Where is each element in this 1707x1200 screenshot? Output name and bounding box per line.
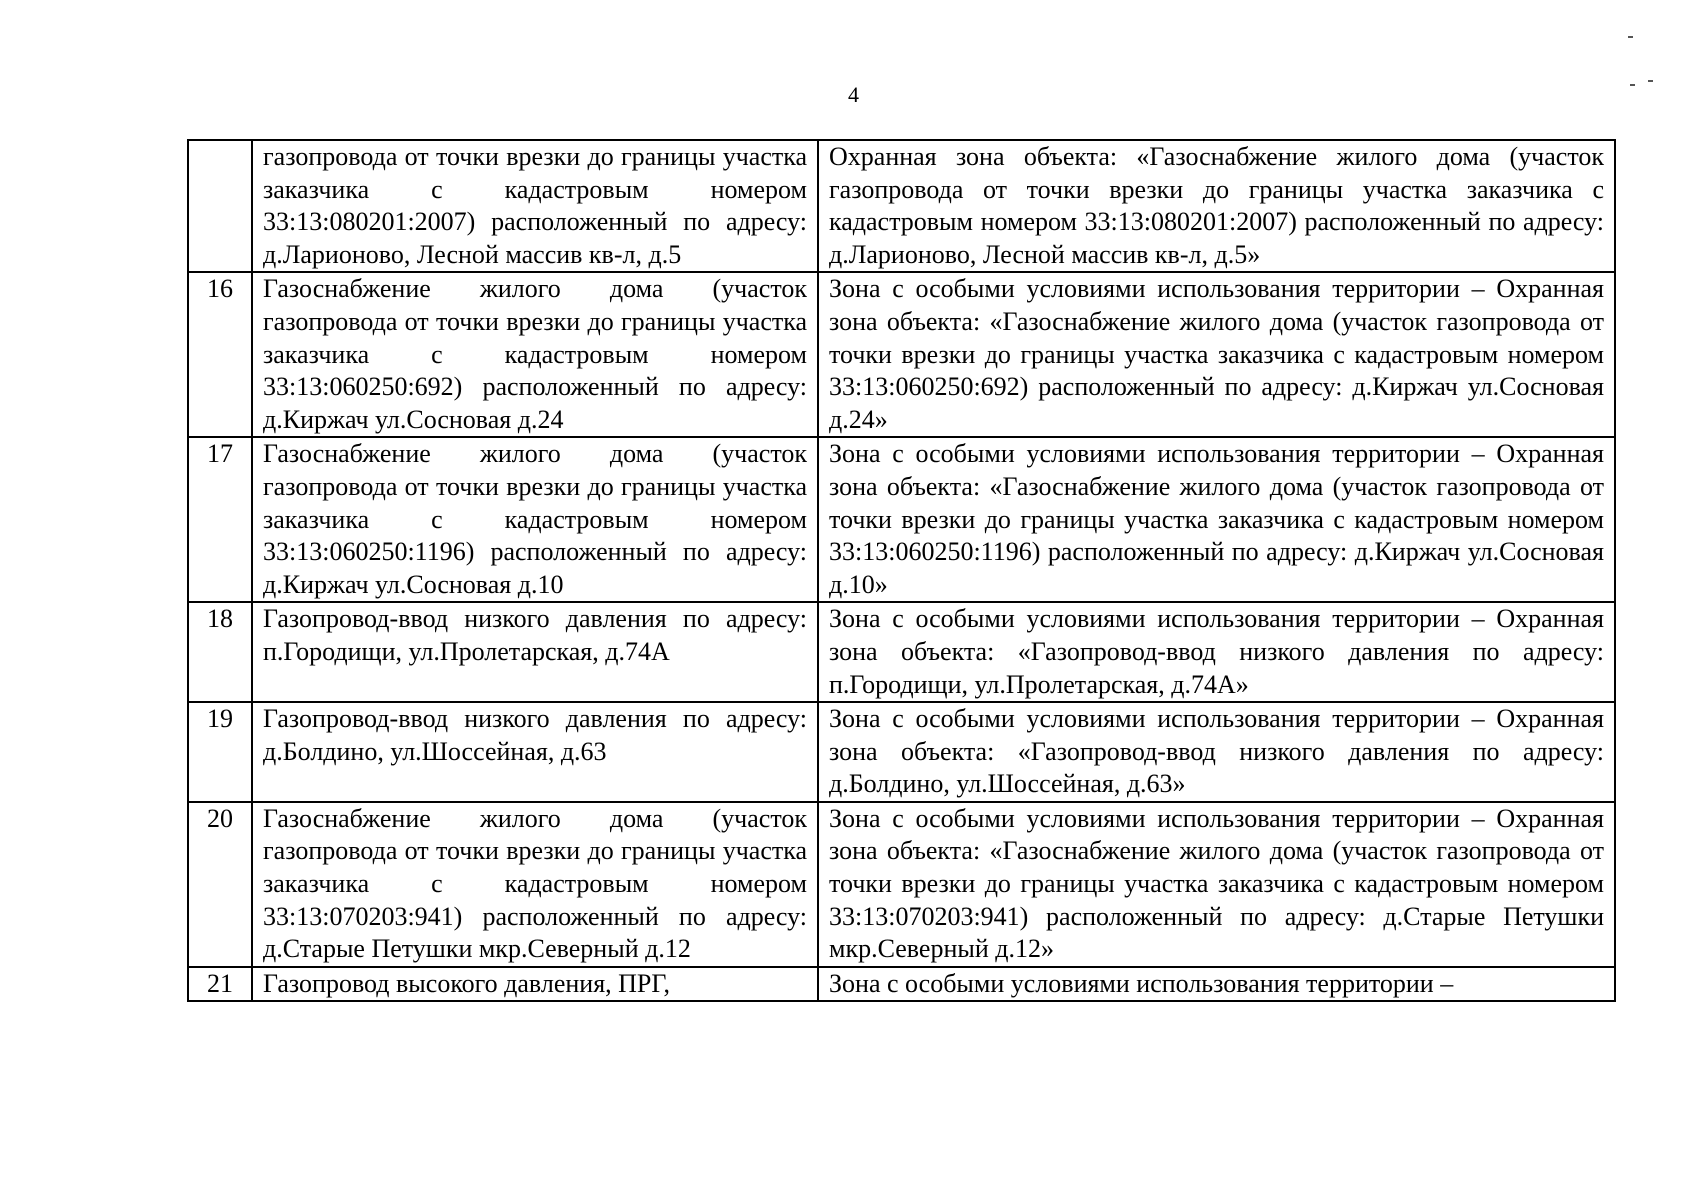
row-number: 21 [188,967,252,1002]
zone-description-cell [818,967,1615,1002]
row-number: 17 [188,437,252,602]
zone-description-cell: Зона с особыми условиями использования территории – Охранная зона объекта: «Газопровод-ввод низкого давления по адресу: д.Болдино, ул.Шоссейная, д.63» [818,702,1615,802]
zone-description-text: Зона с особыми условиями использования территории – [829,968,1454,998]
row-number: 16 [188,272,252,437]
object-name-cell: Газоснабжение жилого дома (участок газопровода от точки врезки до границы участка заказчика с кадастровым номером 33:13:060250:692) расположенный по адресу: д.Киржач ул.Сосновая д.24 [252,272,818,437]
table-row [188,437,1615,602]
table-row [188,602,1615,702]
zone-description-cell: Охранная зона объекта: «Газоснабжение жилого дома (участок газопровода от точки врезки до границы участка заказчика с кадастровым номером 33:13:080201:2007) расположенный по адресу: д.Ларионово, Лесной массив кв-л, д.5» [818,140,1615,272]
zone-description-cell: Зона с особыми условиями использования территории – Охранная зона объекта: «Газоснабжение жилого дома (участок газопровода от точки врезки до границы участка заказчика с кадастровым номером 33:13:060250:692) расположенный по адресу: д.Киржач ул.Сосновая д.24» [818,272,1615,437]
table-row [188,702,1615,802]
scan-speck [1648,80,1653,82]
object-name-text: Газопровод высокого давления, ПРГ, [263,968,670,998]
zones-table [187,139,1616,1002]
page-number: 4 [848,82,859,107]
row-number [188,140,252,272]
object-name-cell: Газоснабжение жилого дома (участок газопровода от точки врезки до границы участка заказчика с кадастровым номером 33:13:070203:941) расположенный по адресу: д.Старые Петушки мкр.Северный д.12 [252,802,818,967]
zone-description-cell: Зона с особыми условиями использования территории – Охранная зона объекта: «Газоснабжение жилого дома (участок газопровода от точки врезки до границы участка заказчика с кадастровым номером 33:13:060250:1196) расположенный по адресу: д.Киржач ул.Сосновая д.10» [818,437,1615,602]
zone-description-cell: Зона с особыми условиями использования территории – Охранная зона объекта: «Газопровод-ввод низкого давления по адресу: п.Городищи, ул.Пролетарская, д.74А» [818,602,1615,702]
scan-speck [1628,36,1633,38]
table-row [188,967,1615,1002]
object-name-cell [252,967,818,1002]
object-name-cell: Газопровод-ввод низкого давления по адресу: п.Городищи, ул.Пролетарская, д.74А [252,602,818,702]
object-name-cell: газопровода от точки врезки до границы участка заказчика с кадастровым номером 33:13:080201:2007) расположенный по адресу: д.Ларионово, Лесной массив кв-л, д.5 [252,140,818,272]
row-number: 19 [188,702,252,802]
table-row [188,802,1615,967]
scan-speck [1630,84,1635,86]
table-row [188,272,1615,437]
object-name-cell: Газопровод-ввод низкого давления по адресу: д.Болдино, ул.Шоссейная, д.63 [252,702,818,802]
table-row [188,140,1615,272]
row-number: 20 [188,802,252,967]
object-name-cell: Газоснабжение жилого дома (участок газопровода от точки врезки до границы участка заказчика с кадастровым номером 33:13:060250:1196) расположенный по адресу: д.Киржач ул.Сосновая д.10 [252,437,818,602]
zone-description-cell: Зона с особыми условиями использования территории – Охранная зона объекта: «Газоснабжение жилого дома (участок газопровода от точки врезки до границы участка заказчика с кадастровым номером 33:13:070203:941) расположенный по адресу: д.Старые Петушки мкр.Северный д.12» [818,802,1615,967]
row-number: 18 [188,602,252,702]
